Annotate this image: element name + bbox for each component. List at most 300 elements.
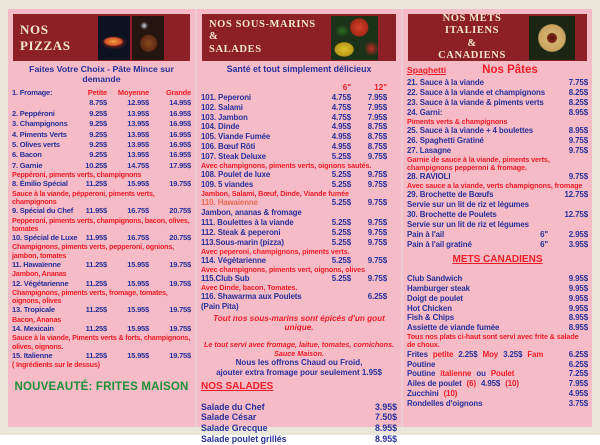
price-moyenne: 16.75$ xyxy=(127,233,149,243)
salade-name: Salade Grecque xyxy=(201,423,268,434)
price-12in: 9.75$ xyxy=(367,218,387,228)
mets-price: 7.75$ xyxy=(568,78,588,87)
price-6in: 5.25$ xyxy=(331,227,351,237)
price-petite: 11.25$ xyxy=(85,259,107,269)
canadien-item-name: Club Sandwich xyxy=(407,273,463,283)
sub-note xyxy=(201,302,397,312)
price-6in: 5.25$ xyxy=(331,274,351,284)
price-grande: 20.75$ xyxy=(169,233,191,243)
subs-footnote-4: ajouter extra fromage pour seulement 1.95$ xyxy=(216,367,382,377)
sous-marins-photos xyxy=(331,16,396,60)
canadien-item-name: Ailes de poulet xyxy=(407,379,462,389)
price-12in: 9.75$ xyxy=(367,237,387,247)
mets-row xyxy=(407,240,588,250)
price-12in: 7.95$ xyxy=(367,112,387,122)
canadien-price: 9.95$ xyxy=(568,293,588,303)
spacer xyxy=(201,83,311,93)
mets-header xyxy=(408,14,587,61)
pizzas-title: NOS PIZZAS xyxy=(20,22,71,53)
sub-row xyxy=(201,292,397,302)
salades-title: NOS SALADES xyxy=(201,381,274,393)
pizzas-header xyxy=(13,14,190,61)
canadien-option-2: Moy xyxy=(482,349,499,359)
canadien-price: 6.25$ xyxy=(568,349,588,359)
mets-price: 2.95$ xyxy=(568,229,588,239)
pizza-ingredients xyxy=(12,289,191,305)
sub-size-header-row xyxy=(201,83,397,93)
price-petite: 11.25$ xyxy=(85,323,107,333)
canadien-option-1: (10) xyxy=(443,389,458,399)
size-label-petite: Petite xyxy=(87,88,107,97)
sub-item-name: 112. Steak & peperoni xyxy=(201,227,281,237)
canadien-price: 8.95$ xyxy=(568,313,588,323)
pizza-item-name: 12. Végétarienne xyxy=(12,278,69,288)
mets-size: 6" xyxy=(540,239,548,249)
mets-row xyxy=(407,230,588,240)
canadien-note xyxy=(407,333,588,349)
canadien-item-name: Doigt de poulet xyxy=(407,293,463,303)
sub-note xyxy=(201,208,397,218)
price-grande: 16.95$ xyxy=(169,140,191,150)
mets-ingredients xyxy=(407,118,588,126)
pizza-ingredients xyxy=(12,171,191,179)
pizza-row xyxy=(12,119,191,129)
mets-item-name: 24. Garni: xyxy=(407,107,443,117)
pizza-ingredients-text: Sauce à la viande, Piments verts & forts, champignons, olives, oignons. xyxy=(12,333,191,351)
sub-ingredients-text: Avec peperoni, champignons, piments verts. xyxy=(201,246,350,256)
pizza-slice-photo xyxy=(98,16,130,60)
price-12in: 9.75$ xyxy=(367,152,387,162)
pizza-row xyxy=(12,109,191,119)
sous-marins-header xyxy=(202,14,396,61)
price-12in: 9.75$ xyxy=(367,274,387,284)
canadien-note-text: Tous nos plats ci-haut sont servi avec frite & salade de choux. xyxy=(407,332,579,350)
mets-row xyxy=(407,136,588,146)
sub-ingredients xyxy=(201,266,397,274)
mets-canadiens-list xyxy=(407,274,588,409)
price-grande: 19.75$ xyxy=(169,323,191,333)
price-grande: 17.95$ xyxy=(169,160,191,170)
sub-ingredients-text: Avec Dinde, bacon, Tomates. xyxy=(201,283,298,293)
pizza-ingredients-text: ( Ingrédients sur le dessus) xyxy=(12,360,100,370)
canadien-price: 4.95$ xyxy=(568,389,588,399)
canadien-row xyxy=(407,360,588,370)
price-moyenne: 13.95$ xyxy=(127,119,149,129)
salade-price: 8.95$ xyxy=(374,433,397,444)
price-petite: 10.25$ xyxy=(85,160,107,170)
price-moyenne: 13.95$ xyxy=(127,108,149,118)
mets-item-name: 29. Brochette de Bœufs xyxy=(407,190,494,200)
canadien-row xyxy=(407,369,588,379)
mets-price: 9.75$ xyxy=(568,171,588,181)
mets-note xyxy=(407,200,588,210)
mets-note xyxy=(407,220,588,230)
pizza-item-name: 8. Émilio Spécial xyxy=(12,179,68,189)
sub-ingredients xyxy=(201,284,397,292)
price-petite: 11.25$ xyxy=(85,179,107,189)
sub-item-name: 108. Poulet de luxe xyxy=(201,170,271,180)
mets-note-text: Servie sur un lit de riz et légumes xyxy=(407,219,529,229)
size-label-6in: 6" xyxy=(342,82,351,92)
sub-item-name: 113.Sous-marin (pizza) xyxy=(201,237,284,247)
canadien-item-name: Fish & Chips xyxy=(407,313,455,323)
price-moyenne: 15.95$ xyxy=(127,259,149,269)
price-12in: 9.75$ xyxy=(367,256,387,265)
price-moyenne: 13.95$ xyxy=(127,150,149,160)
price-6in: 5.25$ xyxy=(331,170,351,180)
price-6in: 4.95$ xyxy=(331,132,351,142)
sub-ingredients-text: Jambon, Salami, Bœuf, Dinde, Viande fumée xyxy=(201,189,349,199)
sub-row xyxy=(201,113,397,123)
subs-footnote-1: Tout nos sous-marins sont épicés d'un gout unique. xyxy=(213,314,385,333)
salade-row xyxy=(201,434,397,445)
mets-price: 8.25$ xyxy=(568,87,588,97)
price-petite: 11.95$ xyxy=(85,233,107,243)
sous-marins-title: NOS SOUS-MARINS & SALADES xyxy=(209,18,316,55)
sub-row xyxy=(201,198,397,208)
salade-row xyxy=(201,423,397,434)
mets-item-name: 26. Spaghetti Gratiné xyxy=(407,135,484,145)
canadien-price: 3.75$ xyxy=(568,399,588,409)
pizza-ingredients xyxy=(12,316,191,324)
price-12in: 9.75$ xyxy=(367,180,387,190)
sub-item-name: 109. 5 viandes xyxy=(201,180,254,190)
canadien-option-2: Poulet xyxy=(490,369,515,379)
canadien-price: 9.95$ xyxy=(568,303,588,313)
mets-row xyxy=(407,126,588,136)
price-6in: 4.75$ xyxy=(331,92,351,102)
pizza-item-name: 7. Garnie xyxy=(12,160,43,170)
price-6in: 5.25$ xyxy=(331,237,351,247)
mets-row xyxy=(407,78,588,88)
canadien-option-2: (10) xyxy=(505,379,519,389)
price-grande: 16.95$ xyxy=(169,119,191,129)
canadien-item-name: Frites xyxy=(407,349,428,359)
salade-name: Salade poulet grillés xyxy=(201,433,287,444)
price-petite: 9.25$ xyxy=(89,140,107,150)
price-grande: 16.95$ xyxy=(169,150,191,160)
canadien-row xyxy=(407,379,588,389)
mets-row xyxy=(407,190,588,200)
mets-ingredients-text: Garnie de sauce à la viande, piments verts, champignons pepperoni & fromage. xyxy=(407,154,550,172)
sub-item-name: 116. Shawarma aux Poulets xyxy=(201,292,302,302)
price-6in: 4.95$ xyxy=(331,142,351,152)
price-6in: 5.25$ xyxy=(331,256,351,265)
pizza-row xyxy=(12,130,191,140)
sub-ingredients-text: Avec champignons, piments verts, oignons sautés. xyxy=(201,161,372,171)
pizza-size-header-row xyxy=(12,88,191,98)
price-moyenne: 13.95$ xyxy=(127,140,149,150)
canadien-value-1: ou xyxy=(476,369,486,379)
price-12in: 7.95$ xyxy=(367,92,387,102)
price-moyenne: 15.95$ xyxy=(127,179,149,189)
price-grande: 16.95$ xyxy=(169,129,191,139)
price-grande: 19.75$ xyxy=(169,278,191,288)
canadien-item-name: Poutine xyxy=(407,369,436,379)
sub-note-text: (Pain Pita) xyxy=(201,302,239,312)
mets-price: 12.75$ xyxy=(564,209,588,219)
vegetables-photo xyxy=(331,16,378,60)
mets-row xyxy=(407,210,588,220)
pizza-item-name: 4. Piments Verts xyxy=(12,129,67,139)
mets-item-name: 27. Lasagne xyxy=(407,145,452,155)
price-grande: 19.75$ xyxy=(169,259,191,269)
price-12in: 9.75$ xyxy=(367,170,387,180)
pizzas-panel xyxy=(8,9,195,427)
price-12in: 9.75$ xyxy=(367,198,387,208)
mets-item-name: 25. Sauce à la viande + 4 boulettes xyxy=(407,125,534,135)
pizza-item-name: 9. Spécial du Chef xyxy=(12,206,73,216)
price-6in: 4.75$ xyxy=(331,102,351,112)
mets-item-name: 28. RAVIOLI xyxy=(407,171,451,181)
sub-row xyxy=(201,228,397,238)
mets-price: 8.95$ xyxy=(568,125,588,135)
pizza-item-name: 10. Spécial de Luxe xyxy=(12,233,78,243)
pizza-ingredients-text: Jambon, Ananas xyxy=(12,269,67,279)
menu-card xyxy=(8,9,592,444)
pizza-row xyxy=(12,140,191,150)
price-grande: 14.95$ xyxy=(169,98,191,108)
canadien-price: 8.95$ xyxy=(568,323,588,333)
price-moyenne: 14.75$ xyxy=(127,160,149,170)
mets-item-name: 30. Brochette de Poulets xyxy=(407,209,497,219)
pizza-item-name: 14. Mexicain xyxy=(12,323,54,333)
sub-item-name: 103. Jambon xyxy=(201,112,248,122)
price-petite: 11.95$ xyxy=(85,206,107,216)
mets-photos xyxy=(529,16,587,60)
pizza-ingredients xyxy=(12,334,191,350)
sub-ingredients xyxy=(201,190,397,198)
price-moyenne: 15.95$ xyxy=(127,350,149,360)
sub-item-name: 114. Végétarienne xyxy=(201,256,266,265)
canadien-row xyxy=(407,294,588,304)
pizza-item-name: 2. Peppéroni xyxy=(12,108,55,118)
sub-item-name: 102. Salami xyxy=(201,102,243,112)
mets-ingredients xyxy=(407,182,588,190)
price-12in: 8.75$ xyxy=(367,142,387,152)
sub-item-name: 115.Club Sub xyxy=(201,274,250,284)
price-12in: 7.95$ xyxy=(367,102,387,112)
price-moyenne: 12.95$ xyxy=(127,98,149,108)
mets-ingredients-text: Avec sauce a la viande, verts champignons, fromage xyxy=(407,180,583,190)
price-moyenne: 13.95$ xyxy=(127,129,149,139)
mets-price: 9.75$ xyxy=(568,145,588,155)
salade-row xyxy=(201,402,397,413)
canadien-price: 7.95$ xyxy=(568,379,588,389)
pizza-ingredients-text: Peppéroni, piments verts, champignons xyxy=(12,170,142,180)
mets-item-name: Pain à l'ail gratiné xyxy=(407,239,472,249)
pates-list xyxy=(407,78,588,250)
sub-row xyxy=(201,218,397,228)
canadien-option-1: italienne xyxy=(440,369,472,379)
mets-panel xyxy=(403,9,592,427)
canadien-row xyxy=(407,274,588,284)
price-12in: 8.75$ xyxy=(367,132,387,142)
price-grande: 16.95$ xyxy=(169,108,191,118)
sub-item-name: 104. Dinde xyxy=(201,122,240,132)
canadien-row xyxy=(407,389,588,399)
pizza-ingredients xyxy=(12,243,191,259)
price-6in xyxy=(311,292,351,302)
pizza-ingredients-text: Pepperoni, piments verts, champignons, bacon, olives, tomates xyxy=(12,215,190,233)
pates-title: Nos Pâtes xyxy=(482,64,538,76)
pizzas-photos xyxy=(98,16,190,60)
canadien-price: 9.95$ xyxy=(568,283,588,293)
canadien-value-1: 2.25$ xyxy=(458,349,478,359)
price-grande: 20.75$ xyxy=(169,206,191,216)
pizza-crust-note: Faites Votre Choix - Pâte Mince sur demande xyxy=(29,64,174,84)
canadien-option-3: Fam xyxy=(527,349,544,359)
pizza-ingredients xyxy=(12,270,191,278)
price-6in: 5.25$ xyxy=(331,218,351,228)
size-label-12in: 12" xyxy=(374,82,387,92)
price-6in: 5.25$ xyxy=(331,180,351,190)
sub-row xyxy=(201,142,397,152)
sub-row xyxy=(201,132,397,142)
mets-canadiens-title: METS CANADIENS xyxy=(452,253,543,265)
pizza-item-name: 3. Champignons xyxy=(12,119,68,129)
canadien-price: 7.25$ xyxy=(568,369,588,379)
price-moyenne: 16.75$ xyxy=(127,206,149,216)
mets-row xyxy=(407,98,588,108)
mets-item-name: Pain à l'ail xyxy=(407,229,445,239)
canadien-value-1: 4.95$ xyxy=(480,379,501,389)
sub-ingredients xyxy=(201,162,397,170)
subs-footnote-3: Nous les offrons Chaud ou Froid, xyxy=(235,358,363,368)
mets-note-text: Servie sur un lit de riz et légumes xyxy=(407,199,529,209)
price-moyenne: 15.95$ xyxy=(127,323,149,333)
canadien-price: 9.95$ xyxy=(568,273,588,283)
sub-row xyxy=(201,170,397,180)
pizza-ingredients xyxy=(12,361,191,369)
salade-price: 7.50$ xyxy=(374,412,397,423)
subs-footnote-2: Le tout servi avec fromage, laitue, tomates, cornichons. Sauce Maison. xyxy=(203,340,395,358)
canadien-item-name: Assiette de viande fumée xyxy=(407,323,500,333)
pizza-ingredients-text: Champignons, piments verts, pepperoni, ognions, jambon, tomates xyxy=(12,242,174,260)
price-petite: 9.25$ xyxy=(89,150,107,160)
price-petite: 9.25$ xyxy=(89,108,107,118)
price-moyenne: 15.95$ xyxy=(127,305,149,315)
canadien-item-name: Zucchini xyxy=(407,389,439,399)
price-12in: 6.25$ xyxy=(367,292,387,302)
price-grande: 19.75$ xyxy=(169,179,191,189)
price-6in: 5.25$ xyxy=(331,152,351,162)
canadien-row xyxy=(407,304,588,314)
sub-row xyxy=(201,93,397,103)
sous-marins-list xyxy=(201,93,397,312)
sub-ingredients-text: Avec champignons, piments vert, oignons, olives xyxy=(201,264,365,274)
price-6in: 4.95$ xyxy=(331,122,351,132)
price-6in: 4.75$ xyxy=(331,112,351,122)
mets-item-name: 22. Sauce à la viande et champignons xyxy=(407,87,546,97)
sub-row xyxy=(201,103,397,113)
pizza-ingredients xyxy=(12,190,191,206)
nouveaute-banner: NOUVEAUTÉ: FRITES MAISON xyxy=(14,381,189,394)
mets-item-name: 21. Sauce à la viande xyxy=(407,78,484,87)
mets-size: 6" xyxy=(540,229,548,239)
mets-price: 8.95$ xyxy=(568,107,588,117)
canadien-option-1: (6) xyxy=(466,379,476,389)
pizza-ingredients xyxy=(12,217,191,233)
sub-ingredients xyxy=(201,248,397,256)
pizza-ingredients-text: Sauce à la viande, pépperoni, piments verts, champignons xyxy=(12,188,155,207)
mets-item-name: 23. Sauce à la viande & piments verts xyxy=(407,97,544,107)
pasta-plate-photo xyxy=(529,16,575,60)
price-petite: 11.25$ xyxy=(85,350,107,360)
mets-title: NOS METS ITALIENS & CANADIENS xyxy=(438,12,506,61)
price-petite: 11.25$ xyxy=(85,278,107,288)
pizza-item-name xyxy=(12,98,79,108)
price-grande: 19.75$ xyxy=(169,350,191,360)
pizza-row xyxy=(12,98,191,108)
mets-price: 12.75$ xyxy=(564,190,588,200)
price-grande: 19.75$ xyxy=(169,305,191,315)
pizza-list xyxy=(12,88,191,369)
salade-price: 3.95$ xyxy=(374,401,397,412)
sub-row xyxy=(201,122,397,132)
mets-price: 8.25$ xyxy=(568,97,588,107)
sous-marins-tagline: Santé et tout simplement délicieux xyxy=(226,64,372,74)
pizza-ingredients-text: Bacon, Ananas xyxy=(12,314,62,324)
salade-name: Salade du Chef xyxy=(201,401,265,412)
canadien-row xyxy=(407,350,588,360)
mets-ingredients xyxy=(407,156,588,172)
sub-item-name: 106. Bœuf Rôti xyxy=(201,142,256,152)
sub-item-name: 101. Peperoni xyxy=(201,92,252,102)
pizza-ingredients-text: Champignons, piments verts, fromage, tomates, oignons, olives xyxy=(12,287,168,306)
price-petite: 9.25$ xyxy=(89,129,107,139)
canadien-value-2: 3.25$ xyxy=(503,349,523,359)
canadien-item-name: Hot Chicken xyxy=(407,303,452,313)
price-petite: 8.75$ xyxy=(89,98,107,108)
sub-item-name: 111. Boulettes à la viande xyxy=(201,218,294,228)
canadien-row xyxy=(407,313,588,323)
mets-price: 9.75$ xyxy=(568,135,588,145)
size-label-moyenne: Moyenne xyxy=(117,88,149,97)
salade-name: Salade César xyxy=(201,412,257,423)
pizza-item-name: 13. Tropicale xyxy=(12,305,55,315)
pizza-dish-photo xyxy=(132,16,164,60)
salade-row xyxy=(201,412,397,423)
canadien-option-1: petite xyxy=(432,349,454,359)
pizza-item-name: 6. Bacon xyxy=(12,150,42,160)
sub-item-name: 105. Viande Fumée xyxy=(201,132,271,142)
spaghetti-label: Spaghetti xyxy=(407,65,447,75)
sub-item-name: 107. Steak Deluxe xyxy=(201,152,266,162)
sous-marins-panel xyxy=(195,9,403,444)
pizza-item-name: 1. Fromage: xyxy=(12,88,53,97)
mets-row xyxy=(407,88,588,98)
price-petite: 11.25$ xyxy=(85,305,107,315)
salades-list xyxy=(201,402,397,445)
price-12in: 8.75$ xyxy=(367,122,387,132)
price-moyenne: 15.95$ xyxy=(127,278,149,288)
pizza-item-name: 15. Italienne xyxy=(12,350,53,360)
size-label-grande: Grande xyxy=(165,88,191,97)
sub-item-name: 110. Hawaienne xyxy=(201,198,258,208)
price-12in: 9.75$ xyxy=(367,227,387,237)
canadien-row xyxy=(407,399,588,409)
pizza-item-name: 5. Olives verts xyxy=(12,140,60,150)
pates-heading-row xyxy=(407,64,588,76)
canadien-row xyxy=(407,284,588,294)
price-petite: 9.25$ xyxy=(89,119,107,129)
pizza-row xyxy=(12,150,191,160)
salade-price: 8.95$ xyxy=(374,423,397,434)
mets-ingredients-text: Piments verts & champignons xyxy=(407,116,508,126)
canadien-price: 6.25$ xyxy=(568,359,588,369)
canadien-item-name: Poutine xyxy=(407,359,436,369)
